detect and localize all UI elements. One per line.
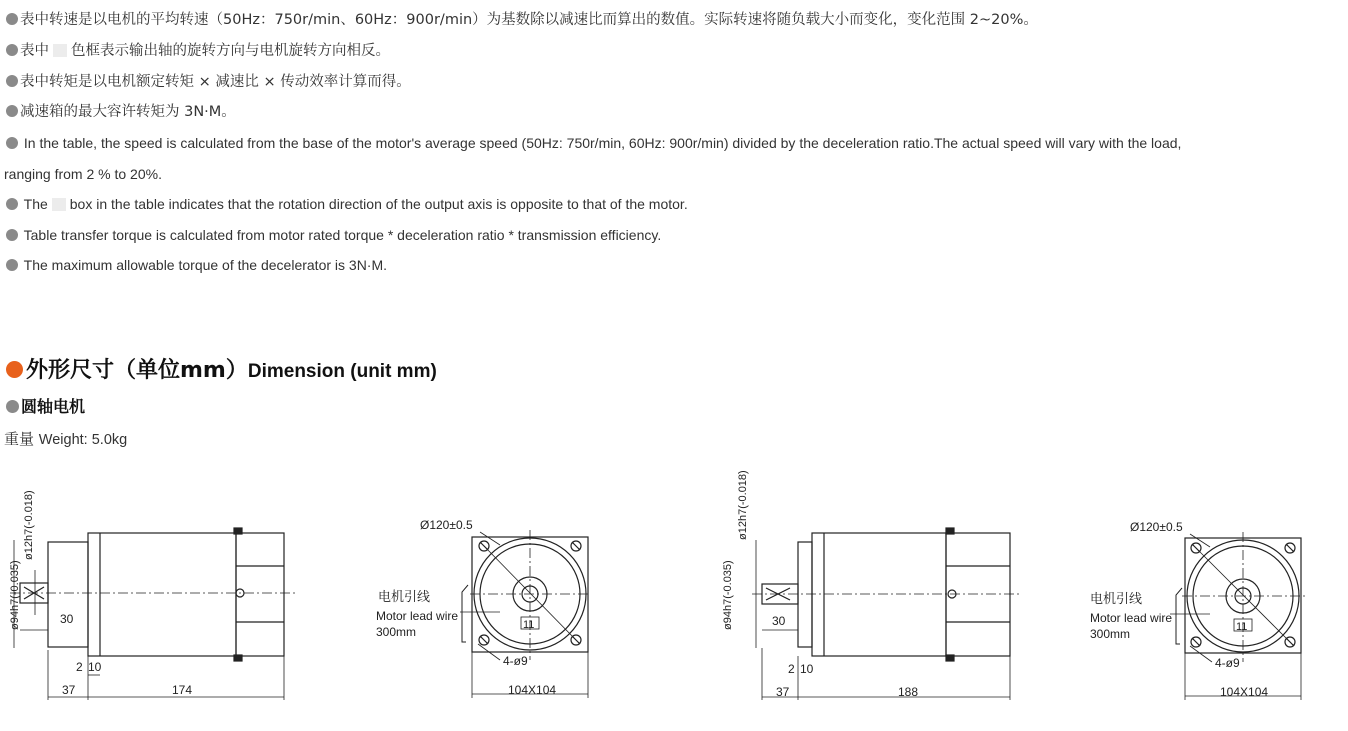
side-view-1 — [10, 528, 295, 700]
key-label-1: 11 — [523, 619, 535, 631]
wire-cn-label-1: 电机引线 — [378, 590, 431, 605]
note-en-3-text: Table transfer torque is calculated from motor rated torque * deceleration ratio * transmission efficiency. — [23, 227, 662, 243]
wire-en-label-2: Motor lead wire — [1090, 611, 1173, 625]
dim-c-label-2: 37 — [776, 685, 790, 699]
body-len-label-1: 174 — [172, 683, 193, 697]
wire-len-label-1: 300mm — [376, 625, 417, 639]
shaft-dia-label-2: ø12h7(-0.018) — [737, 470, 749, 540]
size-label-2: 104X104 — [1220, 685, 1269, 699]
front-view-2 — [1170, 532, 1305, 700]
wire-len-label-2: 300mm — [1090, 627, 1131, 641]
note-en-2-text-b: box in the table indicates that the rotation direction of the output axis is opposite to that of the motor. — [69, 196, 688, 212]
dim-c-label-1: 37 — [62, 683, 76, 697]
motor-body-2 — [812, 533, 946, 656]
flange-2 — [798, 542, 812, 647]
dim-a-label-1: 2 — [76, 660, 83, 674]
wire-cn-label-2: 电机引线 — [1090, 592, 1143, 607]
dim-b-label-2: 10 — [800, 662, 814, 676]
circle-dia-label-1: Ø120±0.5 — [420, 518, 473, 532]
flange-dia-label-2: ø94h7(-0.035) — [722, 560, 734, 630]
note-cn-3-text: 表中转矩是以电机额定转矩 × 减速比 × 传动效率计算而得。 — [20, 74, 411, 90]
note-cn-2-text-a: 表中 — [20, 43, 49, 59]
flange-dia-label-1: ø94h7(-0.035) — [9, 560, 21, 630]
note-en-2-text-a: The — [23, 196, 48, 212]
section-title-cn: 外形尺寸（单位mm） — [26, 358, 248, 383]
key-label-2: 11 — [1236, 621, 1248, 633]
weight-cn: 重量 — [4, 430, 35, 448]
holes-label-2: 4-ø9 — [1215, 656, 1240, 670]
size-label-1: 104X104 — [508, 683, 557, 697]
shaft-len-label-1: 30 — [60, 612, 74, 626]
note-en-1-text: In the table, the speed is calculated from the base of the motor's average speed (50Hz: 750r/min, 60Hz: 900r/min) divided by the deceleration ratio.The actual speed will vary with the load, — [23, 135, 1182, 151]
shaft-len-label-2: 30 — [772, 614, 786, 628]
weight-en: Weight: 5.0kg — [38, 432, 128, 448]
note-cn-2-text-b: 色框表示输出轴的旋转方向与电机旋转方向相反。 — [71, 43, 390, 59]
section-title-en: Dimension (unit mm) — [247, 361, 437, 382]
flange-1 — [48, 542, 88, 647]
motor-body-1 — [88, 533, 236, 656]
note-en-1-cont-text: ranging from 2 % to 20%. — [4, 166, 162, 182]
circle-dia-label-2: Ø120±0.5 — [1130, 520, 1183, 534]
section-subtitle-text: 圆轴电机 — [21, 397, 86, 416]
front-view-1 — [460, 530, 590, 698]
dim-b-label-1: 10 — [88, 660, 102, 674]
note-cn-4-text: 减速箱的最大容许转矩为 3N·M。 — [20, 104, 236, 120]
holes-label-1: 4-ø9 — [503, 654, 528, 668]
dim-a-label-2: 2 — [788, 662, 795, 676]
wire-en-label-1: Motor lead wire — [376, 609, 459, 623]
note-en-4-text: The maximum allowable torque of the decelerator is 3N·M. — [23, 257, 388, 273]
note-cn-1-text: 表中转速是以电机的平均转速（50Hz：750r/min、60Hz：900r/min）为基数除以减速比而算出的数值。实际转速将随负载大小而变化，变化范围 2~20%。 — [20, 12, 1038, 28]
body-len-label-2: 188 — [898, 685, 919, 699]
shaft-dia-label-1: ø12h7(-0.018) — [23, 490, 35, 560]
